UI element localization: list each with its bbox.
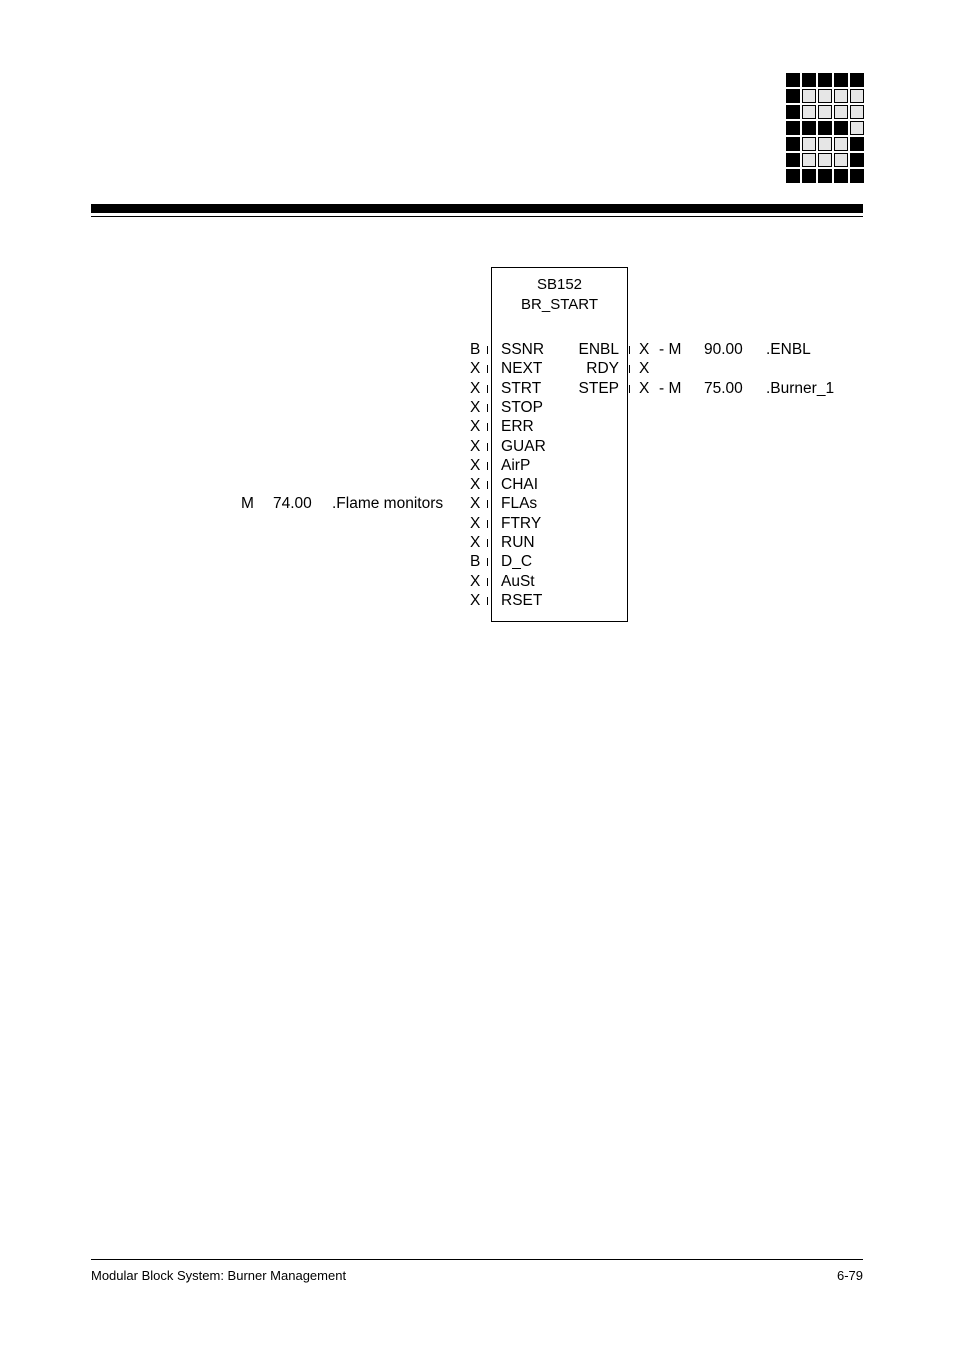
input-type: X: [470, 398, 481, 416]
output-conn: - M: [659, 379, 682, 397]
output-type: X: [639, 379, 650, 397]
header-rule-thin: [91, 216, 863, 217]
output-lead: [629, 346, 630, 354]
input-lead: [487, 443, 488, 451]
footer-title: Modular Block System: Burner Management: [91, 1268, 347, 1283]
input-pin-ftry: FTRY: [501, 514, 542, 532]
input-type: X: [470, 437, 481, 455]
input-lead: [487, 346, 488, 354]
header-rule: [91, 204, 863, 213]
input-type: B: [470, 553, 481, 571]
output-address: 90.00: [704, 341, 743, 358]
input-pin-stop: STOP: [501, 398, 543, 416]
output-conn: - M: [659, 341, 682, 358]
input-pin-chai: CHAI: [501, 476, 539, 494]
input-type: X: [470, 514, 481, 532]
output-type: X: [639, 341, 650, 358]
input-pin-aust: AuSt: [501, 572, 535, 590]
input-pin-run: RUN: [501, 534, 535, 551]
output-address: 75.00: [704, 379, 743, 397]
block-id: SB152: [536, 276, 583, 293]
output-type: X: [639, 360, 650, 378]
company-logo: [786, 73, 864, 183]
input-type: X: [470, 591, 481, 609]
input-lead: [487, 385, 488, 393]
input-lead: [487, 481, 488, 489]
input-lead: [487, 597, 488, 605]
input-conn-prefix: M: [241, 495, 254, 512]
output-pin-rdy: RDY: [586, 360, 619, 378]
block-name: BR_START: [521, 296, 598, 313]
input-pin-guar: GUAR: [501, 437, 546, 455]
input-lead: [487, 558, 488, 566]
input-lead: [487, 520, 488, 528]
input-pin-strt: STRT: [501, 379, 542, 397]
input-type: B: [470, 341, 481, 358]
input-conn-label: .Flame monitors: [332, 495, 444, 512]
input-pin-err: ERR: [501, 418, 534, 436]
output-pin-step: STEP: [578, 379, 619, 397]
input-type: X: [470, 534, 481, 551]
input-lead: [487, 404, 488, 412]
input-type: X: [470, 379, 481, 397]
input-conn-address: 74.00: [273, 495, 312, 512]
input-type: X: [470, 495, 481, 513]
input-pin-airp: AirP: [501, 456, 531, 474]
output-lead: [629, 385, 630, 393]
input-lead: [487, 500, 488, 508]
input-type: X: [470, 418, 481, 436]
input-type: X: [470, 360, 481, 378]
input-pin-ssnr: SSNR: [501, 341, 545, 358]
output-label: .Burner_1: [766, 379, 835, 397]
input-type: X: [470, 476, 481, 494]
input-pin-flas: FLAs: [501, 495, 538, 513]
input-pin-rset: RSET: [501, 591, 543, 609]
input-lead: [487, 539, 488, 547]
output-lead: [629, 365, 630, 373]
footer-rule: [91, 1259, 863, 1260]
input-lead: [487, 423, 488, 431]
input-pin-next: NEXT: [501, 360, 543, 378]
page-number: 6-79: [836, 1268, 863, 1283]
output-pin-enbl: ENBL: [578, 341, 619, 358]
input-type: X: [470, 456, 481, 474]
input-type: X: [470, 572, 481, 590]
output-label: .ENBL: [766, 341, 811, 358]
input-pin-d_c: D_C: [501, 553, 533, 571]
input-lead: [487, 578, 488, 586]
input-lead: [487, 365, 488, 373]
input-lead: [487, 462, 488, 470]
